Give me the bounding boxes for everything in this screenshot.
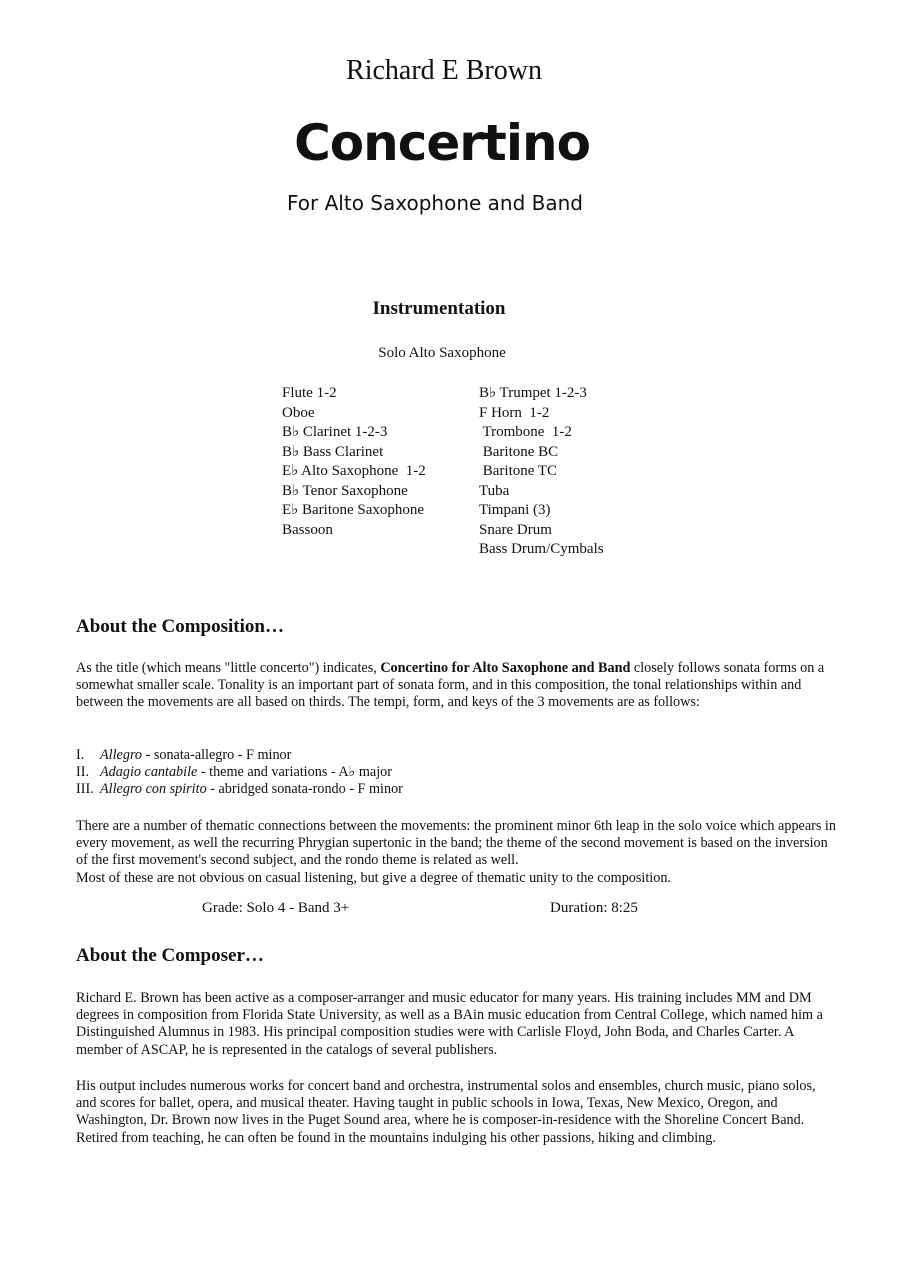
composition-paragraph-2 bbox=[76, 818, 836, 887]
text: closely follows sonata forms on a somewhat smaller scale. Tonality is an important part of sonata form, and in this composition, the tonal relationships within and between the movements are all based on thirds. The tempi, form, and keys of the 3 movements are as follows: bbox=[76, 660, 825, 711]
about-composition-heading: About the Composition… bbox=[76, 616, 284, 637]
instrument-item: Baritone TC bbox=[479, 463, 558, 479]
instrument-item: B♭ Tenor Saxophone bbox=[282, 482, 408, 499]
composition-paragraph-1 bbox=[76, 660, 836, 712]
subtitle: For Alto Saxophone and Band bbox=[287, 191, 583, 215]
text: Most of these are not obvious on casual listening, but give a degree of thematic unity to the composition. bbox=[76, 869, 671, 886]
work-title: Concertino for Alto Saxophone and Band bbox=[380, 660, 631, 676]
instrument-item: Baritone BC bbox=[479, 443, 559, 460]
text: As the title (which means "little concerto") indicates, bbox=[76, 660, 381, 676]
movement-detail: - theme and variations - A♭ major bbox=[197, 764, 392, 781]
solo-instrument: Solo Alto Saxophone bbox=[378, 345, 506, 361]
instrument-list-left bbox=[282, 384, 426, 540]
movement-tempo: Allegro bbox=[100, 747, 143, 763]
movement-item bbox=[76, 764, 836, 781]
page-title: Concertino bbox=[294, 114, 590, 172]
composer-name: Richard E Brown bbox=[346, 55, 542, 86]
instrument-list-right bbox=[479, 384, 604, 560]
text: There are a number of thematic connections between the movements: the prominent minor 6th leap in the solo voice which appears in every movement, as well the recurring Phrygian supertonic in the band; the theme of the second movement is based on the inversion of the first movement's second subject, and the rondo theme is related as well. bbox=[76, 818, 836, 869]
instrument-item: Snare Drum bbox=[479, 521, 552, 538]
composer-paragraph-2: His output includes numerous works for concert band and orchestra, instrumental solos and ensembles, church music, piano solos, and scores for ballet, opera, and musical theater. Having taught in public schools in Iowa, Texas, New Mexico, Oregon, and Washington, Dr. Brown now lives in the Puget Sound area, where he is composer-in-residence with the Shoreline Concert Band. Retired from teaching, he can often be found in the mountains indulging his other passions, hiking and climbing. bbox=[76, 1078, 816, 1146]
instrument-item: E♭ Alto Saxophone 1-2 bbox=[282, 463, 426, 479]
composer-paragraph-1: Richard E. Brown has been active as a composer-arranger and music educator for many years. His training includes MM and DM degrees in composition from Florida State University, as well as a BAin music education from Central College, which named him a Distinguished Alumnus in 1983. His principal composition studies were with Carlisle Floyd, John Boda, and Charles Carter. A member of ASCAP, he is represented in the catalogs of several publishers. bbox=[76, 990, 823, 1058]
movement-number: II. bbox=[76, 764, 89, 781]
movement-tempo: Adagio cantabile bbox=[100, 764, 198, 781]
instrument-item: E♭ Baritone Saxophone bbox=[282, 502, 425, 518]
movement-item bbox=[76, 781, 836, 798]
movement-item bbox=[76, 747, 836, 764]
instrumentation-heading: Instrumentation bbox=[372, 298, 506, 319]
movement-number: III. bbox=[76, 781, 94, 798]
instrument-item: Timpani (3) bbox=[479, 502, 551, 518]
movement-tempo: Allegro con spirito bbox=[100, 781, 207, 798]
instrument-item: B♭ Trumpet 1-2-3 bbox=[479, 385, 587, 401]
instrument-item: B♭ Clarinet 1-2-3 bbox=[282, 424, 388, 440]
movement-detail: - abridged sonata-rondo - F minor bbox=[206, 781, 403, 798]
instrument-item: Oboe bbox=[282, 404, 315, 421]
instrument-item: Flute 1-2 bbox=[282, 385, 337, 401]
about-composer-heading: About the Composer… bbox=[76, 945, 264, 966]
movement-list bbox=[76, 747, 836, 799]
grade-info: Grade: Solo 4 - Band 3+ bbox=[202, 900, 350, 916]
instrument-item: Bass Drum/Cymbals bbox=[479, 541, 604, 557]
duration-info: Duration: 8:25 bbox=[550, 900, 638, 916]
instrument-item: B♭ Bass Clarinet bbox=[282, 443, 384, 460]
instrument-item: Trombone 1-2 bbox=[479, 424, 572, 440]
instrument-item: Bassoon bbox=[282, 521, 333, 538]
instrument-item: Tuba bbox=[479, 482, 510, 499]
instrument-item: F Horn 1-2 bbox=[479, 404, 550, 421]
movement-number: I. bbox=[76, 747, 85, 763]
movement-detail: - sonata-allegro - F minor bbox=[142, 747, 292, 763]
